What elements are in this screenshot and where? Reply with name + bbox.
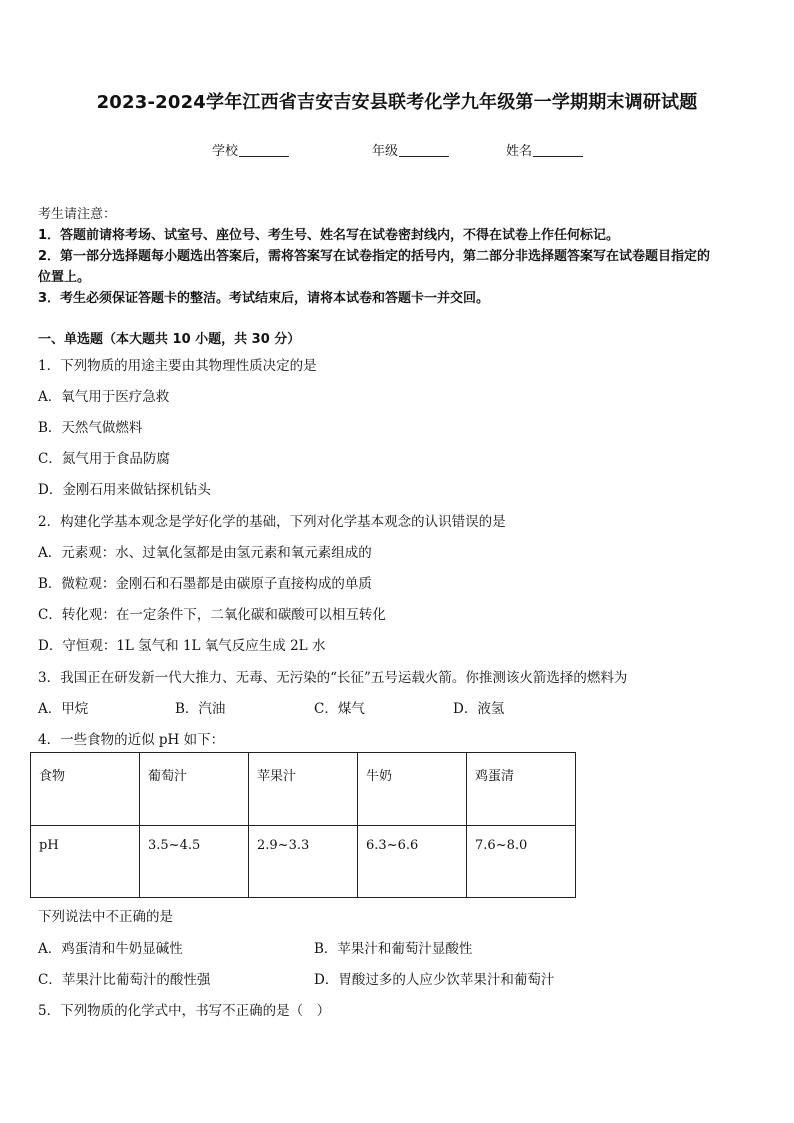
table-cell: pH <box>31 826 140 898</box>
q3-option-b: B．汽油 <box>175 701 226 717</box>
q2-option-c: C．转化观：在一定条件下，二氧化碳和碳酸可以相互转化 <box>38 607 386 623</box>
grade-field <box>372 140 449 159</box>
q2-option-b: B．微粒观：金刚石和石墨都是由碳原子直接构成的单质 <box>38 576 372 592</box>
name-field <box>506 140 583 159</box>
q4-option-c: C．苹果汁比葡萄汁的酸性强 <box>38 972 211 988</box>
q2-option-d: D．守恒观：1L 氢气和 1L 氧气反应生成 2L 水 <box>38 638 326 654</box>
q2-stem: 2．构建化学基本观念是学好化学的基础，下列对化学基本观念的认识错误的是 <box>38 514 506 530</box>
school-blank[interactable] <box>239 142 289 157</box>
notice-heading: 考生请注意： <box>38 207 117 222</box>
q1-option-b: B．天然气做燃料 <box>38 420 143 436</box>
q1-option-a: A．氧气用于医疗急救 <box>38 389 170 405</box>
notice-item-1: 1．答题前请将考场、试室号、座位号、考生号、姓名写在试卷密封线内，不得在试卷上作任何标记。 <box>38 228 620 243</box>
page-title: 2023-2024学年江西省吉安吉安县联考化学九年级第一学期期末调研试题 <box>96 92 698 113</box>
q1-stem: 1．下列物质的用途主要由其物理性质决定的是 <box>38 358 317 374</box>
table-row <box>31 753 576 826</box>
table-header-cell: 牛奶 <box>358 753 467 826</box>
q3-option-d: D．液氢 <box>453 701 505 717</box>
notice-item-3: 3．考生必须保证答题卡的整洁。考试结束后，请将本试卷和答题卡一并交回。 <box>38 291 490 306</box>
table-cell: 3.5~4.5 <box>140 826 249 898</box>
table-cell: 7.6~8.0 <box>467 826 576 898</box>
table-row <box>31 826 576 898</box>
q2-option-a: A．元素观：水、过氧化氢都是由氢元素和氧元素组成的 <box>38 545 372 561</box>
school-label: 学校 <box>212 144 239 159</box>
notice-item-2: 2．第一部分选择题每小题选出答案后，需将答案写在试卷指定的括号内，第二部分非选择题答案写在试卷题目指定的 <box>38 249 711 264</box>
ph-table <box>30 752 576 898</box>
table-cell: 6.3~6.6 <box>358 826 467 898</box>
q4-option-d: D．胃酸过多的人应少饮苹果汁和葡萄汁 <box>314 972 555 988</box>
q3-option-c: C．煤气 <box>314 701 365 717</box>
table-header-cell: 鸡蛋清 <box>467 753 576 826</box>
q4-option-b: B．苹果汁和葡萄汁显酸性 <box>314 941 473 957</box>
name-blank[interactable] <box>533 142 583 157</box>
name-label: 姓名 <box>506 144 533 159</box>
q1-option-c: C．氮气用于食品防腐 <box>38 451 170 467</box>
q1-option-d: D．金刚石用来做钻探机钻头 <box>38 482 211 498</box>
school-field <box>212 140 289 159</box>
q3-stem: 3．我国正在研发新一代大推力、无毒、无污染的“长征”五号运载火箭。你推测该火箭选择的燃料为 <box>38 670 628 686</box>
notice-item-2-cont: 位置上。 <box>38 270 91 285</box>
q4-stem: 4．一些食物的近似 pH 如下： <box>38 732 225 748</box>
table-cell: 2.9~3.3 <box>249 826 358 898</box>
grade-label: 年级 <box>372 144 399 159</box>
q4-option-a: A．鸡蛋清和牛奶显碱性 <box>38 941 183 957</box>
q5-stem: 5．下列物质的化学式中，书写不正确的是（ ） <box>38 1003 331 1019</box>
table-header-cell: 葡萄汁 <box>140 753 249 826</box>
grade-blank[interactable] <box>399 142 449 157</box>
q3-option-a: A．甲烷 <box>38 701 89 717</box>
table-header-cell: 食物 <box>31 753 140 826</box>
table-header-cell: 苹果汁 <box>249 753 358 826</box>
section-heading: 一、单选题（本大题共 10 小题，共 30 分） <box>38 332 301 347</box>
q4-sub-stem: 下列说法中不正确的是 <box>38 909 173 925</box>
